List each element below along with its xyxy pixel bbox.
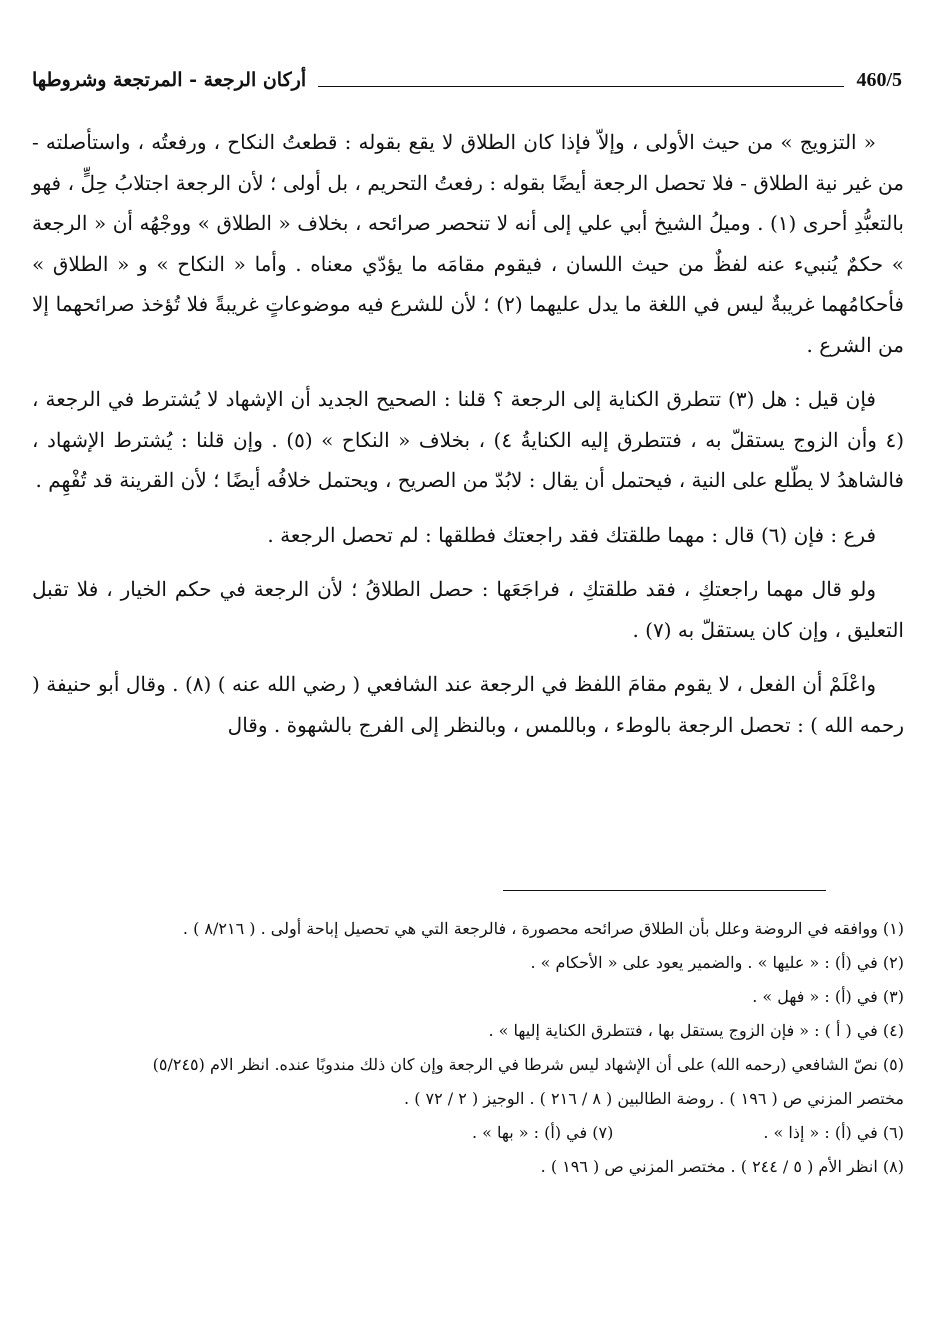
footnote: (٢) في (أ) : « عليها » . والضمير يعود على « الأحكام » .: [530, 953, 904, 972]
footnote: (٨) انظر الأم ( ٥ / ٢٤٤ ) . مختصر المزني ص ( ١٩٦ ) .: [540, 1157, 904, 1176]
footnote: (١) ووافقه في الروضة وعلل بأن الطلاق صرائحه محصورة ، فالرجعة التي هي تحصيل إباحة أولى . ( ٨/٢١٦ ) .: [182, 919, 904, 938]
paragraph: واعْلَمْ أن الفعل ، لا يقوم مقامَ اللفظ في الرجعة عند الشافعي ( رضي الله عنه ) (٨) . وقال أبو حنيفة ( رحمه الله ) : تحصل الرجعة بالوطء ، وباللمس ، وبالنظر إلى الفرج بالشهوة . وقال: [32, 672, 904, 737]
footnote: (٦) في (أ) : « إذا » .: [763, 1123, 904, 1142]
footnote: (٧) في (أ) : « بها » .: [471, 1123, 614, 1142]
footnote: (٣) في (أ) : « فهل » .: [752, 987, 904, 1006]
main-text: [32, 122, 904, 759]
page-number: 460/5: [856, 69, 902, 91]
footnote: (٤) في ( أ ) : « فإن الزوج يستقل بها ، فتتطرق الكناية إليها » .: [488, 1021, 904, 1040]
footnotes: [32, 912, 904, 1184]
running-header: [32, 58, 902, 94]
footnote-row: [32, 1116, 904, 1150]
paragraph: فإن قيل : هل (٣) تتطرق الكناية إلى الرجعة ؟ قلنا : الصحيح الجديد أن الإشهاد لا يُشترط في الرجعة ، (٤ وأن الزوج يستقلّ به ، فتتطرق إليه الكنايةُ ٤) ، بخلاف « النكاح » (٥) . وإن قلنا : يُشترط الإشهاد ، فالشاهدُ لا يطّلع على النية ، فيحتمل أن يقال : لابُدّ من الصريح ، ويحتمل خلافُه أيضًا ؛ لأن القرينة قد تُفْهِم .: [32, 387, 905, 492]
footnote: (٥) نصّ الشافعي (رحمه الله) على أن الإشهاد ليس شرطا في الرجعة وإن كان ذلك مندوبًا عنده. انظر الام (٥/٢٤٥): [152, 1055, 904, 1074]
header-rule: [318, 85, 844, 87]
footnote-continuation: مختصر المزني ص ( ١٩٦ ) . روضة الطالبين ( ٨ / ٢١٦ ) . الوجيز ( ٢ / ٧٢ ) .: [404, 1089, 904, 1108]
footnote-separator: [503, 890, 826, 891]
paragraph: « التزويج » من حيث الأولى ، وإلاّ فإذا كان الطلاق لا يقع بقوله : قطعتُ النكاح ، ورفعتُه ، واستأصلته - من غير نية الطلاق - فلا تحصل الرجعة أيضًا بقوله : رفعتُ التحريم ، بل أولى ؛ لأن الرجعة اجتلابُ حِلٍّ ، فهو بالتعبُّدِ أحرى (١) . وميلُ الشيخ أبي علي إلى أنه لا تنحصر صرائحه ، بخلاف « الطلاق » ووجْهُه أن « الرجعة » حكمٌ يُنبيء عنه لفظٌ من حيث اللسان ، فيقوم مقامَه ما يؤدّي معناه . وأما « النكاح » و « الطلاق » فأحكامُهما غريبةٌ ليس في اللغة ما يدل عليهما (٢) ؛ لأن للشرع فيه موضوعاتٍ غريبةً فلا تُؤخذ صرائحهما إلا من الشرع .: [32, 130, 904, 357]
paragraph-far: فرع : فإن (٦) قال : مهما طلقتك فقد راجعتك فطلقها : لم تحصل الرجعة .: [267, 522, 876, 547]
paragraph: ولو قال مهما راجعتكِ ، فقد طلقتكِ ، فراجَعَها : حصل الطلاقُ ؛ لأن الرجعة في حكم الخيار ، فلا تقبل التعليق ، وإن كان يستقلّ به (٧) .: [32, 577, 904, 642]
running-title: أركان الرجعة - المرتجعة وشروطها: [32, 69, 307, 91]
